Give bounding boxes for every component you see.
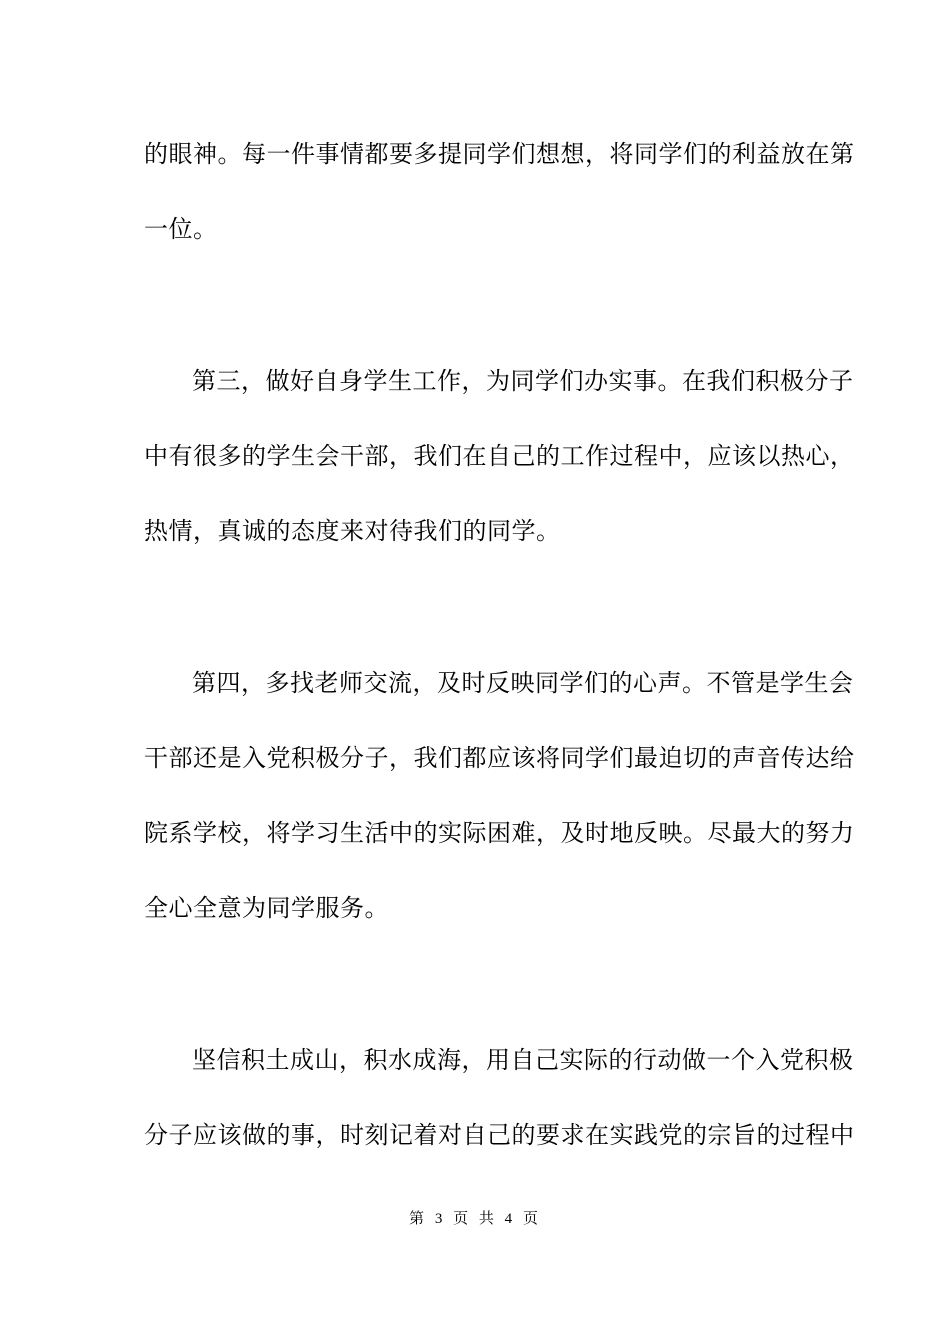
footer-prefix: 第 [409,1209,428,1227]
footer-middle: 页 共 [453,1209,497,1227]
current-page-number: 3 [434,1211,446,1227]
paragraph-line: 中有很多的学生会干部，我们在自己的工作过程中，应该以热心， [144,442,855,470]
paragraph-line: 干部还是入党积极分子，我们都应该将同学们最迫切的声音传达给 [144,744,855,772]
footer-suffix: 页 [522,1209,541,1227]
page-footer [0,1208,950,1229]
paragraph-line: 坚信积土成山，积水成海，用自己实际的行动做一个入党积极 [192,1046,854,1074]
paragraph-line: 第四，多找老师交流，及时反映同学们的心声。不管是学生会 [192,669,854,697]
total-page-count: 4 [504,1211,516,1227]
paragraph-line: 热情，真诚的态度来对待我们的同学。 [144,517,561,545]
paragraph-line: 院系学校，将学习生活中的实际困难，及时地反映。尽最大的努力 [144,819,855,847]
paragraph-line: 一位。 [144,215,218,243]
paragraph-line: 全心全意为同学服务。 [144,894,389,922]
paragraph-line: 的眼神。每一件事情都要多提同学们想想，将同学们的利益放在第 [144,140,855,168]
paragraph-line: 第三，做好自身学生工作，为同学们办实事。在我们积极分子 [192,367,854,395]
paragraph-line: 分子应该做的事，时刻记着对自己的要求在实践党的宗旨的过程中 [144,1121,855,1149]
